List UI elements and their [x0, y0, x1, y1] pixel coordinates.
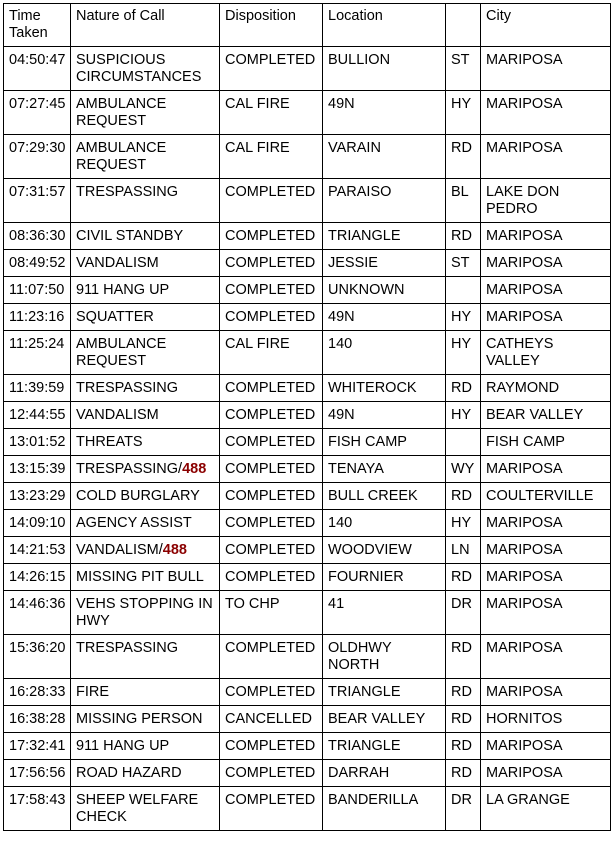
table-row [4, 537, 611, 564]
cell-nature-of-call [71, 375, 220, 402]
cell-location: DARRAH [323, 760, 446, 787]
table-row [4, 91, 611, 135]
cell-location: BULLION [323, 47, 446, 91]
nature-text: AGENCY ASSIST [76, 515, 192, 531]
table-row [4, 510, 611, 537]
cell-location: 49N [323, 91, 446, 135]
nature-text: 911 HANG UP [76, 282, 170, 298]
cell-time-taken: 13:23:29 [4, 483, 71, 510]
table-row [4, 635, 611, 679]
cell-nature-of-call [71, 179, 220, 223]
cell-disposition: COMPLETED [220, 679, 323, 706]
cell-nature-of-call [71, 706, 220, 733]
table-row [4, 135, 611, 179]
cell-nature-of-call [71, 47, 220, 91]
cell-time-taken: 04:50:47 [4, 47, 71, 91]
cell-disposition: TO CHP [220, 591, 323, 635]
cell-street-suffix: RD [446, 375, 481, 402]
cell-location: 140 [323, 331, 446, 375]
cell-nature-of-call [71, 733, 220, 760]
cell-street-suffix: HY [446, 304, 481, 331]
cell-time-taken: 11:23:16 [4, 304, 71, 331]
nature-text: AMBULANCE REQUEST [76, 96, 167, 129]
nature-text: SHEEP WELFARE CHECK [76, 792, 199, 825]
cell-street-suffix: ST [446, 47, 481, 91]
cell-city: COULTERVILLE [481, 483, 611, 510]
cell-location: TENAYA [323, 456, 446, 483]
cell-street-suffix: RD [446, 135, 481, 179]
cell-street-suffix: WY [446, 456, 481, 483]
table-row [4, 564, 611, 591]
cell-location: 49N [323, 304, 446, 331]
cell-time-taken: 14:26:15 [4, 564, 71, 591]
cell-street-suffix: HY [446, 510, 481, 537]
cell-location: 41 [323, 591, 446, 635]
cell-nature-of-call [71, 135, 220, 179]
nature-text: TRESPASSING/ [76, 461, 183, 477]
cell-city: MARIPOSA [481, 733, 611, 760]
header-time-taken: Time Taken [4, 4, 71, 47]
cell-street-suffix: DR [446, 591, 481, 635]
cell-street-suffix: RD [446, 564, 481, 591]
cell-nature-of-call [71, 591, 220, 635]
cell-street-suffix: RD [446, 223, 481, 250]
cell-time-taken: 16:28:33 [4, 679, 71, 706]
cell-nature-of-call [71, 223, 220, 250]
penal-code-highlight: 488 [162, 542, 187, 558]
cell-disposition: COMPLETED [220, 564, 323, 591]
cell-city: MARIPOSA [481, 760, 611, 787]
cell-disposition: COMPLETED [220, 304, 323, 331]
cell-location: BEAR VALLEY [323, 706, 446, 733]
nature-text: TRESPASSING [76, 640, 179, 656]
cell-location: TRIANGLE [323, 223, 446, 250]
nature-text: SQUATTER [76, 309, 154, 325]
cell-time-taken: 13:01:52 [4, 429, 71, 456]
cell-location: BULL CREEK [323, 483, 446, 510]
cell-city: MARIPOSA [481, 635, 611, 679]
cell-location: PARAISO [323, 179, 446, 223]
cell-city: MARIPOSA [481, 277, 611, 304]
cell-street-suffix: RD [446, 733, 481, 760]
nature-text: COLD BURGLARY [76, 488, 200, 504]
cell-street-suffix: LN [446, 537, 481, 564]
cell-nature-of-call [71, 787, 220, 831]
cell-disposition: COMPLETED [220, 429, 323, 456]
call-log-table [3, 3, 611, 831]
cell-street-suffix: RD [446, 679, 481, 706]
cell-time-taken: 07:31:57 [4, 179, 71, 223]
cell-time-taken: 12:44:55 [4, 402, 71, 429]
cell-city: MARIPOSA [481, 223, 611, 250]
nature-text: VANDALISM [76, 255, 159, 271]
cell-city: MARIPOSA [481, 679, 611, 706]
header-street-suffix [446, 4, 481, 47]
cell-location: JESSIE [323, 250, 446, 277]
nature-text: MISSING PERSON [76, 711, 203, 727]
cell-disposition: COMPLETED [220, 250, 323, 277]
table-row [4, 47, 611, 91]
nature-text: AMBULANCE REQUEST [76, 140, 167, 173]
cell-location: TRIANGLE [323, 733, 446, 760]
nature-text: ROAD HAZARD [76, 765, 182, 781]
nature-text: VANDALISM [76, 407, 159, 423]
cell-nature-of-call [71, 679, 220, 706]
cell-location: FOURNIER [323, 564, 446, 591]
cell-time-taken: 07:27:45 [4, 91, 71, 135]
table-row [4, 679, 611, 706]
table-body [4, 47, 611, 831]
cell-nature-of-call [71, 760, 220, 787]
cell-nature-of-call [71, 250, 220, 277]
cell-nature-of-call [71, 429, 220, 456]
table-row [4, 375, 611, 402]
cell-nature-of-call [71, 510, 220, 537]
cell-disposition: CAL FIRE [220, 331, 323, 375]
cell-disposition: COMPLETED [220, 787, 323, 831]
cell-time-taken: 17:32:41 [4, 733, 71, 760]
cell-time-taken: 08:49:52 [4, 250, 71, 277]
table-header [4, 4, 611, 47]
cell-nature-of-call [71, 537, 220, 564]
cell-disposition: COMPLETED [220, 733, 323, 760]
cell-street-suffix [446, 277, 481, 304]
cell-city: FISH CAMP [481, 429, 611, 456]
cell-city: HORNITOS [481, 706, 611, 733]
cell-disposition: COMPLETED [220, 760, 323, 787]
cell-disposition: COMPLETED [220, 635, 323, 679]
penal-code-highlight: 488 [182, 461, 207, 477]
table-row [4, 402, 611, 429]
cell-disposition: COMPLETED [220, 47, 323, 91]
cell-disposition: COMPLETED [220, 223, 323, 250]
cell-location: OLDHWY NORTH [323, 635, 446, 679]
cell-city: MARIPOSA [481, 91, 611, 135]
table-row [4, 706, 611, 733]
cell-city: MARIPOSA [481, 47, 611, 91]
cell-street-suffix: RD [446, 483, 481, 510]
cell-location: 49N [323, 402, 446, 429]
table-row [4, 277, 611, 304]
cell-disposition: CAL FIRE [220, 91, 323, 135]
cell-nature-of-call [71, 402, 220, 429]
cell-disposition: COMPLETED [220, 402, 323, 429]
cell-disposition: COMPLETED [220, 456, 323, 483]
table-row [4, 591, 611, 635]
cell-nature-of-call [71, 564, 220, 591]
cell-city: MARIPOSA [481, 304, 611, 331]
cell-disposition: COMPLETED [220, 179, 323, 223]
header-location: Location [323, 4, 446, 47]
cell-city: CATHEYS VALLEY [481, 331, 611, 375]
cell-street-suffix: RD [446, 706, 481, 733]
cell-street-suffix: DR [446, 787, 481, 831]
cell-location: TRIANGLE [323, 679, 446, 706]
cell-time-taken: 11:07:50 [4, 277, 71, 304]
cell-time-taken: 14:09:10 [4, 510, 71, 537]
cell-disposition: COMPLETED [220, 483, 323, 510]
header-nature-of-call: Nature of Call [71, 4, 220, 47]
cell-location: WOODVIEW [323, 537, 446, 564]
cell-disposition: CANCELLED [220, 706, 323, 733]
cell-street-suffix: RD [446, 635, 481, 679]
cell-time-taken: 08:36:30 [4, 223, 71, 250]
cell-nature-of-call [71, 331, 220, 375]
cell-street-suffix: RD [446, 760, 481, 787]
nature-text: TRESPASSING [76, 380, 179, 396]
cell-disposition: COMPLETED [220, 510, 323, 537]
cell-city: MARIPOSA [481, 537, 611, 564]
cell-city: BEAR VALLEY [481, 402, 611, 429]
nature-text: VANDALISM/ [76, 542, 163, 558]
nature-text: TRESPASSING [76, 184, 179, 200]
cell-city: RAYMOND [481, 375, 611, 402]
nature-text: VEHS STOPPING IN HWY [76, 596, 213, 629]
nature-text: FIRE [76, 684, 110, 700]
cell-city: MARIPOSA [481, 250, 611, 277]
cell-disposition: COMPLETED [220, 537, 323, 564]
nature-text: THREATS [76, 434, 143, 450]
header-row [4, 4, 611, 47]
table-row [4, 223, 611, 250]
cell-time-taken: 11:39:59 [4, 375, 71, 402]
table-row [4, 483, 611, 510]
cell-location: BANDERILLA [323, 787, 446, 831]
cell-city: MARIPOSA [481, 135, 611, 179]
cell-time-taken: 15:36:20 [4, 635, 71, 679]
table-row [4, 429, 611, 456]
header-disposition: Disposition [220, 4, 323, 47]
cell-nature-of-call [71, 483, 220, 510]
cell-time-taken: 14:46:36 [4, 591, 71, 635]
cell-disposition: COMPLETED [220, 375, 323, 402]
cell-city: MARIPOSA [481, 591, 611, 635]
cell-nature-of-call [71, 635, 220, 679]
cell-city: MARIPOSA [481, 456, 611, 483]
cell-street-suffix: HY [446, 331, 481, 375]
table-row [4, 787, 611, 831]
cell-time-taken: 16:38:28 [4, 706, 71, 733]
cell-city: LAKE DON PEDRO [481, 179, 611, 223]
table-row [4, 760, 611, 787]
cell-location: 140 [323, 510, 446, 537]
cell-street-suffix [446, 429, 481, 456]
table-row [4, 250, 611, 277]
cell-street-suffix: HY [446, 91, 481, 135]
cell-location: VARAIN [323, 135, 446, 179]
nature-text: CIVIL STANDBY [76, 228, 184, 244]
table-row [4, 179, 611, 223]
cell-street-suffix: ST [446, 250, 481, 277]
nature-text: 911 HANG UP [76, 738, 170, 754]
cell-street-suffix: BL [446, 179, 481, 223]
cell-disposition: CAL FIRE [220, 135, 323, 179]
cell-nature-of-call [71, 91, 220, 135]
cell-nature-of-call [71, 304, 220, 331]
cell-nature-of-call [71, 277, 220, 304]
cell-time-taken: 17:58:43 [4, 787, 71, 831]
cell-location: WHITEROCK [323, 375, 446, 402]
cell-location: FISH CAMP [323, 429, 446, 456]
cell-city: LA GRANGE [481, 787, 611, 831]
cell-time-taken: 17:56:56 [4, 760, 71, 787]
nature-text: AMBULANCE REQUEST [76, 336, 167, 369]
nature-text: SUSPICIOUS CIRCUMSTANCES [76, 52, 202, 85]
cell-location: UNKNOWN [323, 277, 446, 304]
cell-street-suffix: HY [446, 402, 481, 429]
cell-time-taken: 11:25:24 [4, 331, 71, 375]
nature-text: MISSING PIT BULL [76, 569, 204, 585]
cell-disposition: COMPLETED [220, 277, 323, 304]
cell-city: MARIPOSA [481, 510, 611, 537]
cell-city: MARIPOSA [481, 564, 611, 591]
cell-time-taken: 14:21:53 [4, 537, 71, 564]
table-row [4, 456, 611, 483]
header-city: City [481, 4, 611, 47]
cell-time-taken: 13:15:39 [4, 456, 71, 483]
cell-nature-of-call [71, 456, 220, 483]
table-row [4, 733, 611, 760]
table-row [4, 331, 611, 375]
cell-time-taken: 07:29:30 [4, 135, 71, 179]
table-row [4, 304, 611, 331]
